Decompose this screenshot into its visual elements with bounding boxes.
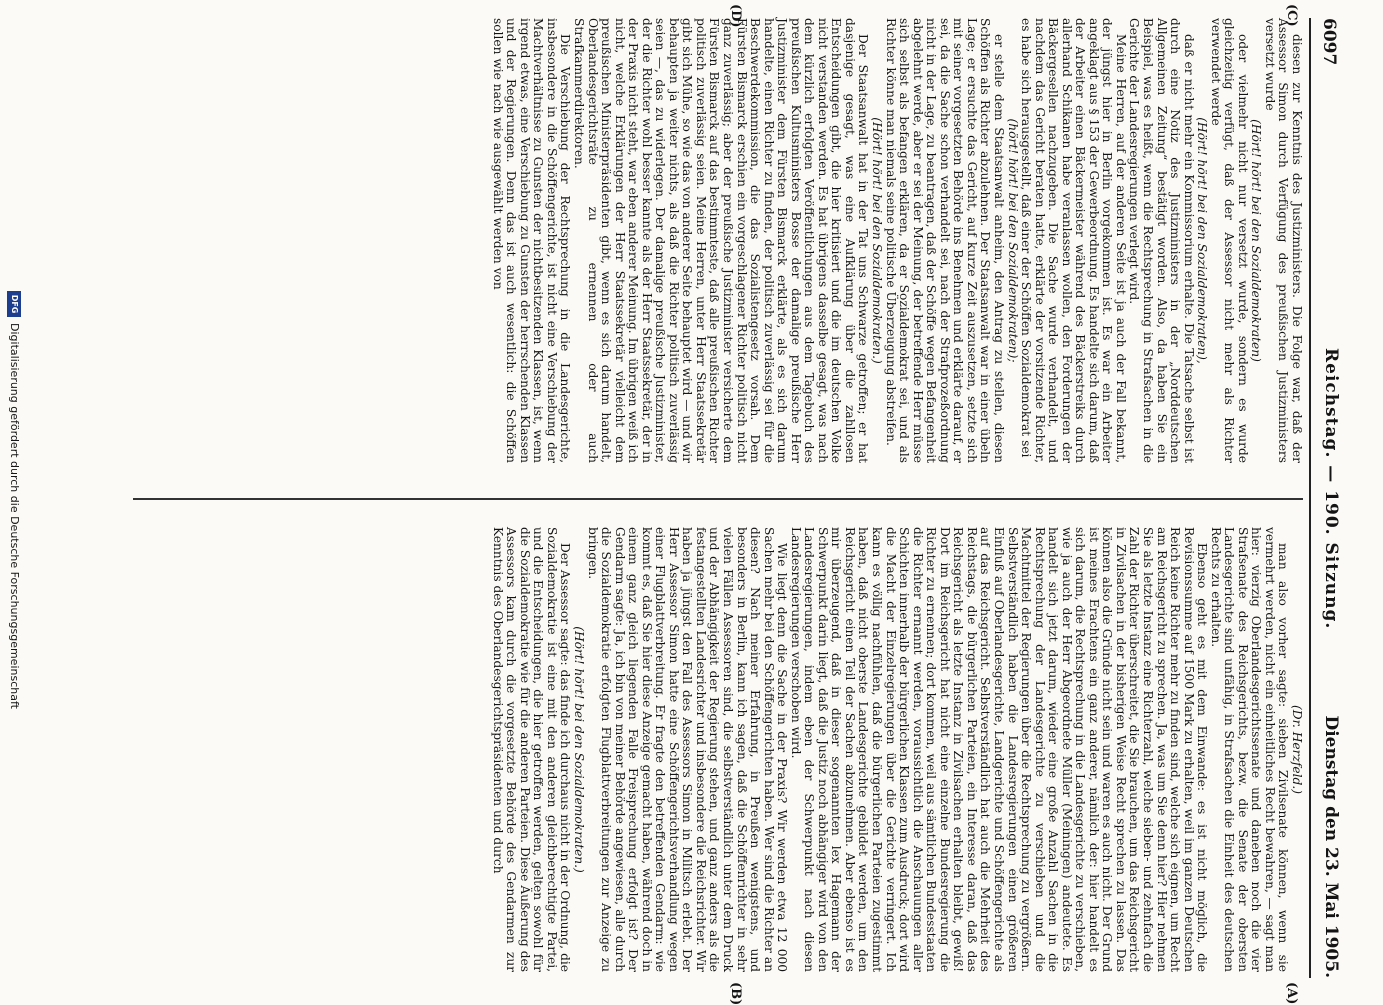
interjection: (Hört! hört! bei den Sozialdemokraten) xyxy=(1249,119,1264,362)
page-footer xyxy=(8,0,21,1000)
paragraph: man also vorher sagte: sieben Zivilsenate können, wenn sie vermehrt werden, nicht ein einheitliches Recht bewahren, — sagt man hier: vierzig Oberlandesgerichtssenate und daneben noch die vier Strafsenate des Reichsgerichts, bezw. die Senate der obersten Landesgerichte sind unfähig, in Strafsachen die Einheit des deutschen Rechts zu erhalten. xyxy=(1208,527,1291,972)
paragraph: Ebenso geht es mit dem Einwande: es ist nicht möglich, die Revisionssumme auf 1500 Mark zu erhalten, weil im ganzen Deutschen Reich keine Richter mehr zu finden sind, welche sich eignen, um Recht am Reichsgericht zu sprechen. Ja, was um Sie denn hier? Hier nehmen Sie als letzte Instanz eine Richterzahl, welche sieben- und zehnfach die Zahl der Richter überschreitet, die Sie brauchen, um das Reichsgericht in Zivilsachen in der bisherigen Weise Recht sprechen zu lassen. Das können also die Gründe nicht sein und waren es auch nicht. Der Grund ist meines Erachtens ein ganz anderer, nämlich der: hier handelt es sich darum, die Rechtsprechung in die Landesgerichte zu verschieben, wie ja auch der Herr Abgeordnete Müller (Meiningen) andeutete. Es handelt sich jetzt darum, wieder eine große Anzahl Sachen in die Rechtsprechung der Landesgerichte zu verschieben und die Machtmittel der Regierungen über die Rechtsprechung zu vergrößern. Selbstverständlich haben die Landesregierungen einen größeren Einfluß auf Oberlandesgerichte, Landgerichte und Schöffengerichte als auf das Reichsgericht. Selbstverständlich hat auch die Mehrheit des Reichstags, die bürgerlichen Parteien, ein Interesse daran, daß das Reichsgericht als letzte Instanz in Zivilsachen erhalten bleibt, gewiß! Dort im Reichsgericht hat nicht eine einzelne Bundesregierung die Richter zu ernennen; dort kommen, weil aus sämtlichen Bundesstaaten die Richter ernannt werden, voraussichtlich die Anschauungen aller Schichten innerhalb der bürgerlichen Klassen zum Ausdruck; dort wird die Macht der Einzelregierungen über die Gerichte verringert. Ich kann es völlig nachfühlen, daß die bürgerlichen Parteien zugestimmt haben, daß nicht oberste Landesgerichte gebildet werden, um den Reichsgericht einen Teil der Sachen abzunehmen. Aber ebenso ist es mir überzeugend, daß in dieser sogenannten lex Hagemann der Schwerpunkt darin liegt, daß die Justiz noch abhängiger wird von den Landesregierungen, indem eben der Schwerpunkt nach diesen Landesregierungen verschoben wird. xyxy=(788,527,1210,972)
paragraph: Wie liegt denn die Sache in der Praxis? Wir werden etwa 12 000 Sachen mehr bei den Schöffengerichten haben. Wer sind die Richter an diesen? Nach meiner Erfahrung, in Preußen wenigstens, und besonders in Berlin, kann ich sagen, daß die Schöffenrichter in sehr vielen Fällen Assessoren sind, die selbstverständlich unter dem Druck und der Abhängigkeit der Regierung stehen, und ganz anders als die festangestellten Landesrichter und insbesondere die Reichsrichter. Wir haben ja jüngst den Fall des Assessors Simon in Militsch erlebt. Der Herr Assessor Simon hatte eine Schöffengerichtsverhandlung wegen einer Flugblattverbreitung. Er fragte den betreffenden Gendarm: wie kommt es, daß Sie hier diese Anzeige gemacht haben, während doch in einem ganz gleich liegenden Falle Freisprechung erfolgt ist? Der Gendarm sagte: Ja, ich bin von meiner Behörde angewiesen, alle durch die Sozialdemokratie erfolgten Flugblattverbreitungen zur Anzeige zu bringen. xyxy=(585,527,790,972)
paragraph: Der Staatsanwalt hat in der Tat uns Schwarze getroffen; er hat dasjenige gesagt, was eine Aufklärung über die zahllosen Entscheidungen gibt, die hier kritisiert und die im deutschen Volke nicht verstanden werden. Es hat übrigens dasselbe gesagt, was nach dem kürzlich erfolgten Veröffentlichungen aus dem Tagebuch des preußischen Kultusministers Bosse der damalige preußische Herr Justizminister dem Fürsten Bismarck erklärte, als es sich darum handelte, einen Richter zu finden, der politisch zuverlässig sei für die Beschwerdekommission, die das Sozialistengesetz vorsah. Dem Fürsten Bismarck erschien ein vorgeschlagener Richter politisch nicht ganz zuverlässig; aber der preußische Justizminister versicherte dem Fürsten Bismarck auf das bestimmteste, daß alle preußischen Richter politisch zuverlässig seien. Meine Herren, unter Herr Staatssekretär gibt sich Mühe, so wie das von anderer Seite behauptet wird — und wir behaupten ja weiter nichts, als daß die Richter politisch zuverlässig seien —, das zu widerlegen. Der damalige preußische Justizminister, der die Richter wohl besser kannte als der Herr Staatssekretär, der in der Praxis nicht steht, war eben anderer Meinung. Im übrigen weiß ich nicht, welche Erklärungen der Herr Staatssekretär vielleicht dem preußischen Ministerpräsidenten gibt, wenn es sich darum handelt, Oberlandesgerichtsräte zu ernennen oder auch Strafkammerdirektoren. xyxy=(572,18,871,463)
paragraph: Die Verschiebung der Rechtsprechung in die Landesgerichte, insbesondere in die Schöffengerichte, ist nicht eine Verschiebung der Machtverhältnisse zu Gunsten der nichtbesitzenden Klassen, ist, wenn irgend etwas, eine Verschiebung zu Gunsten der herrschenden Klassen und der Regierungen. Denn das ist auch wesentlich: die Schöffen sollen wie nach wie ausgewählt werden von xyxy=(490,18,573,463)
paragraph: er stelle dem Staatsanwalt anheim, den Antrag zu stellen, diesen Schöffen als Richter abzulehnen. Der Staatsanwalt war in einer übeln Lage; er ersuchte das Gericht, auf kurze Zeit auszusetzen, setzte sich mit seiner vorgesetzten Behörde ins Benehmen und erklärte darauf, er sei, da die Sache schon verhandelt sei, nach der Strafprozeßordnung nicht in der Lage, zu beantragen, daß der Schöffe wegen Befangenheit abgelehnt werde, aber er sei der Meinung, der betreffende Herr müsse sich selbst als befangen erklären, da er Sozialdemokrat sei, und als Richter könne man niemals seine politische Überzeugung abstreifen. xyxy=(883,18,1006,463)
paragraph: diesen zur Kenntnis des Justizministers. Die Folge war, daß der Assessor Simon durch Verfügung des preußischen Justizministers versetzt wurde xyxy=(1262,18,1304,463)
interjection: (Hört! hört! bei den Sozialdemokraten.) xyxy=(572,626,587,873)
interjection: (Hört! hört! bei den Sozialdemokraten.) xyxy=(870,117,885,364)
dfg-logo-icon: DFG xyxy=(7,291,21,317)
session-date: Dienstag den 23. Mai 1905. xyxy=(1321,715,1341,978)
margin-marker-c: (C) xyxy=(1284,4,1299,27)
paragraph: daß er nicht mehr ein Kommissorium erhalte. Die Tatsache selbst ist durch eine Notiz des Justizministers in der „Norddeutschen Allgemeinen Zeitung“ bestätigt worden. Also, da haben Sie ein Beispiel, was es heißt, wenn die Rechtsprechung in Strafsachen in die Gerichte der Landesregierungen verlegt wird. xyxy=(1127,18,1196,463)
margin-marker-a: (A) xyxy=(1284,982,1299,1005)
column-divider xyxy=(133,498,1303,500)
speaker-name: (Dr. Herzfeld.) xyxy=(1290,705,1304,794)
interjection: (hört! hört! bei den Sozialdemokraten); xyxy=(1005,118,1020,363)
interjection: (Hört! hört! bei den Sozialdemokraten), xyxy=(1195,117,1210,364)
session-title: Reichstag. — 190. Sitzung. xyxy=(1321,348,1341,630)
paragraph: oder vielmehr nicht nur versetzt wurde, sondern es wurde gleichzeitig verfügt, daß der Assessor nicht mehr als Richter verwendet werde xyxy=(1208,18,1250,463)
text-column-right-page xyxy=(490,18,1303,463)
margin-marker-b: (B) xyxy=(728,982,743,1005)
text-column-left-page xyxy=(490,527,1303,972)
margin-marker-d: (D) xyxy=(728,4,743,28)
paragraph: Der Assessor sagte: das finde ich durchaus nicht in der Ordnung, die Sozialdemokratie ist eine mit den anderen gleichberechtigte Partei, und die Entscheidungen, die hier getroffen werden, gelten sowohl für die Sozialdemokratie wie für die anderen Parteien. Diese Äußerung des Assessors kam durch die vorgesetzte Behörde des Gendarmen zur Kenntnis des Oberlandesgerichtspräsidenten und durch xyxy=(490,527,573,972)
paragraph: Meine Herren, auf der anderen Seite ist ja auch der Fall bekannt, der jüngst hier in Berlin vorgekommen ist. Es war ein Arbeiter angeklagt aus § 153 der Gewerbeordnung. Es handelte sich darum, daß der Arbeiter einen Bäckermeister während des Bäckerstreiks durch allerhand Schikanen habe veranlassen wollen, den Forderungen der Bäckergesellen nachzugeben. Die Sache wurde verhandelt, und nachdem das Gericht beraten hatte, erklärte der vorsitzende Richter, es habe sich herausgestellt, daß einer der Schöffen Sozialdemokrat sei xyxy=(1019,18,1128,463)
page-number: 6097 xyxy=(1319,18,1339,66)
footer-credit: Digitalisierung gefördert durch die Deutsche Forschungsgemeinschaft xyxy=(8,323,21,709)
header-rule xyxy=(1309,18,1311,978)
page-header xyxy=(1315,18,1343,978)
